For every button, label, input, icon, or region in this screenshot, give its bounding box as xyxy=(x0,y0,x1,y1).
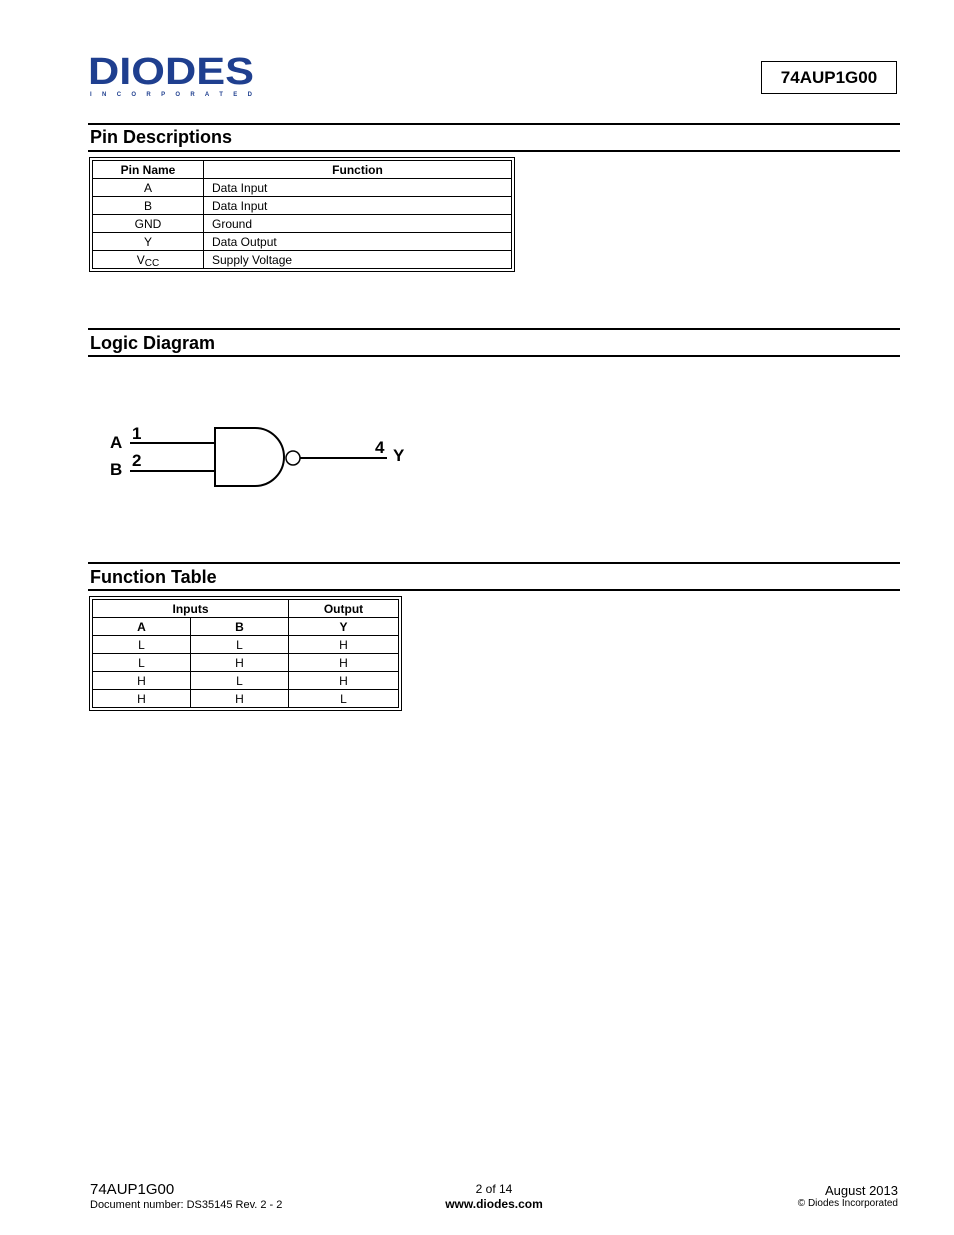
vcc-subscript: CC xyxy=(144,257,160,269)
pin-descriptions-title: Pin Descriptions xyxy=(90,127,233,147)
pin-name-cell: GND xyxy=(93,215,204,233)
table-cell: L xyxy=(93,654,191,672)
table-row xyxy=(93,179,512,197)
footer-part-number: 74AUP1G00 xyxy=(90,1181,175,1198)
pin-descriptions-table xyxy=(89,157,515,272)
section-rule xyxy=(88,123,900,125)
table-row xyxy=(93,197,512,215)
function-table xyxy=(89,596,402,711)
function-cell: Data Input xyxy=(204,197,512,215)
table-cell: L xyxy=(191,672,289,690)
pin-name-cell: Y xyxy=(93,233,204,251)
table-cell: H xyxy=(93,690,191,708)
section-rule xyxy=(88,150,900,152)
table-cell: H xyxy=(289,636,399,654)
section-rule xyxy=(88,589,900,591)
output-header: Output xyxy=(289,600,399,618)
table-cell: H xyxy=(191,654,289,672)
pin-name-cell: A xyxy=(93,179,204,197)
function-cell: Supply Voltage xyxy=(204,251,512,269)
nand-gate-diagram xyxy=(100,415,420,495)
footer-document-number: Document number: DS35145 Rev. 2 - 2 xyxy=(90,1199,283,1211)
pin-name-header: Pin Name xyxy=(93,161,204,179)
section-rule xyxy=(88,328,900,330)
table-cell: L xyxy=(93,636,191,654)
output-y-label: Y xyxy=(393,446,405,465)
diodes-logo xyxy=(88,52,263,98)
table-row xyxy=(93,690,399,708)
pin-4-number: 4 xyxy=(375,438,385,457)
column-b-header: B xyxy=(191,618,289,636)
logo-subtext: I N C O R P O R A T E D xyxy=(90,92,252,98)
footer-copyright: © Diodes Incorporated xyxy=(797,1198,898,1209)
section-rule xyxy=(88,562,900,564)
table-row xyxy=(93,233,512,251)
footer-page-number: 2 of 14 xyxy=(475,1182,513,1196)
function-cell: Data Input xyxy=(204,179,512,197)
pin-2-number: 2 xyxy=(132,451,142,470)
input-a-label: A xyxy=(110,433,123,452)
table-row xyxy=(93,251,512,269)
nand-gate-body xyxy=(215,428,284,486)
table-row xyxy=(93,654,399,672)
vcc-main: V xyxy=(136,252,145,267)
footer-website-link[interactable]: www.diodes.com xyxy=(445,1197,543,1211)
table-row xyxy=(93,636,399,654)
part-number-box: 74AUP1G00 xyxy=(761,61,897,94)
section-rule xyxy=(88,355,900,357)
footer-date: August 2013 xyxy=(824,1183,898,1198)
function-table-title: Function Table xyxy=(90,567,217,587)
inverter-bubble xyxy=(286,451,300,465)
logo-wordmark: DIODES xyxy=(88,52,254,93)
pin-1-number: 1 xyxy=(132,424,142,443)
input-b-label: B xyxy=(110,460,123,479)
column-a-header: A xyxy=(93,618,191,636)
table-row xyxy=(93,215,512,233)
table-row xyxy=(93,672,399,690)
table-cell: H xyxy=(93,672,191,690)
table-cell: L xyxy=(289,690,399,708)
pin-name-cell xyxy=(93,251,204,269)
table-cell: L xyxy=(191,636,289,654)
table-cell: H xyxy=(289,672,399,690)
column-y-header: Y xyxy=(289,618,399,636)
inputs-header: Inputs xyxy=(93,600,289,618)
table-cell: H xyxy=(289,654,399,672)
function-cell: Data Output xyxy=(204,233,512,251)
function-header: Function xyxy=(204,161,512,179)
pin-name-cell: B xyxy=(93,197,204,215)
function-cell: Ground xyxy=(204,215,512,233)
logic-diagram-title: Logic Diagram xyxy=(90,333,216,353)
table-cell: H xyxy=(191,690,289,708)
